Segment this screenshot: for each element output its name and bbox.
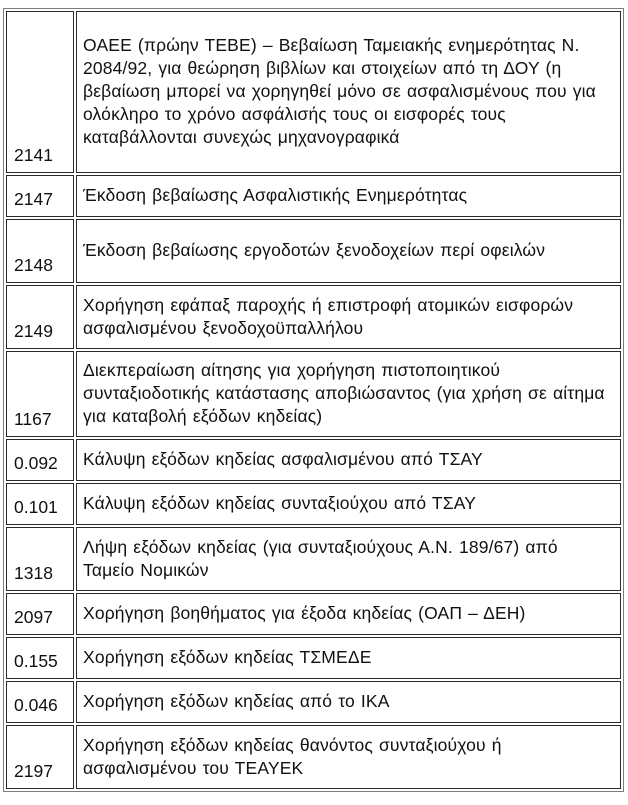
table-row xyxy=(6,637,621,679)
table-row xyxy=(6,175,621,217)
description-cell: Χορήγηση εξόδων κηδείας θανόντος συνταξιούχου ή ασφαλισμένου του ΤΕΑΥΕΚ xyxy=(76,725,621,789)
description-cell: Έκδοση βεβαίωσης Ασφαλιστικής Ενημερότητας xyxy=(76,175,621,217)
table-row xyxy=(6,483,621,525)
table-row xyxy=(6,11,621,173)
code-cell: 2148 xyxy=(6,219,74,283)
description-cell: Κάλυψη εξόδων κηδείας συνταξιούχου από ΤΣΑΥ xyxy=(76,483,621,525)
description-cell: ΟΑΕΕ (πρώην ΤΕΒΕ) – Βεβαίωση Ταμειακής ενημερότητας Ν. 2084/92, για θεώρηση βιβλίων και στοιχείων από τη ΔΟΥ (η βεβαίωση μπορεί να χορηγηθεί μόνο σε ασφαλισμένους που για ολόκληρο το χρόνο ασφάλισής τους οι εισφορές τους καταβάλλονται συνεχώς μηχανογραφικά xyxy=(76,11,621,173)
description-cell: Χορήγηση βοηθήματος για έξοδα κηδείας (ΟΑΠ – ΔΕΗ) xyxy=(76,593,621,635)
code-cell: 2197 xyxy=(6,725,74,789)
table-row xyxy=(6,285,621,349)
code-cell: 0.155 xyxy=(6,637,74,679)
code-cell: 1167 xyxy=(6,351,74,437)
description-cell: Χορήγηση εξόδων κηδείας ΤΣΜΕΔΕ xyxy=(76,637,621,679)
code-cell: 0.046 xyxy=(6,681,74,723)
code-cell: 2141 xyxy=(6,11,74,173)
code-cell: 2149 xyxy=(6,285,74,349)
description-cell: Διεκπεραίωση αίτησης για χορήγηση πιστοποιητικού συνταξιοδοτικής κατάστασης αποβιώσαντος (για χρήση σε αίτημα για καταβολή εξόδων κηδείας) xyxy=(76,351,621,437)
code-cell: 0.092 xyxy=(6,439,74,481)
table-row xyxy=(6,593,621,635)
table-row xyxy=(6,351,621,437)
description-cell: Χορήγηση εξόδων κηδείας από το ΙΚΑ xyxy=(76,681,621,723)
description-cell: Έκδοση βεβαίωσης εργοδοτών ξενοδοχείων περί οφειλών xyxy=(76,219,621,283)
table-row xyxy=(6,439,621,481)
code-cell: 1318 xyxy=(6,527,74,591)
code-cell: 0.101 xyxy=(6,483,74,525)
code-cell: 2147 xyxy=(6,175,74,217)
code-cell: 2097 xyxy=(6,593,74,635)
description-cell: Λήψη εξόδων κηδείας (για συνταξιούχους Α.Ν. 189/67) από Ταμείο Νομικών xyxy=(76,527,621,591)
table-row xyxy=(6,219,621,283)
table-row xyxy=(6,527,621,591)
table-row xyxy=(6,725,621,789)
table-row xyxy=(6,681,621,723)
description-cell: Κάλυψη εξόδων κηδείας ασφαλισμένου από ΤΣΑΥ xyxy=(76,439,621,481)
services-table xyxy=(3,8,624,792)
description-cell: Χορήγηση εφάπαξ παροχής ή επιστροφή ατομικών εισφορών ασφαλισμένου ξενοδοχοϋπαλλήλου xyxy=(76,285,621,349)
